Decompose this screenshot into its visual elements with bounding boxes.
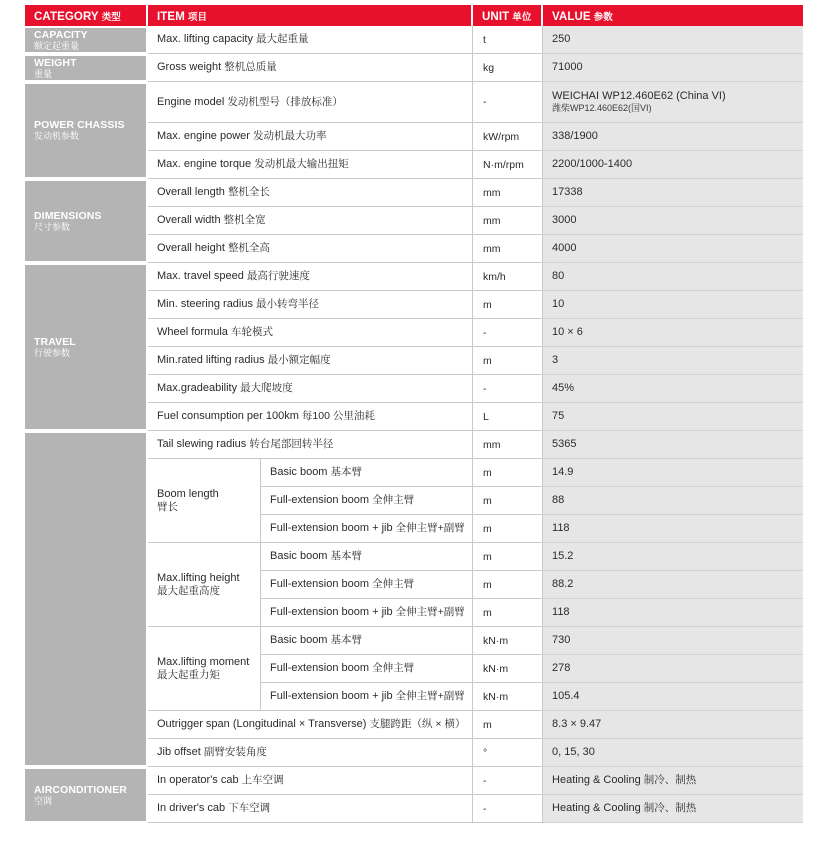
- group-label-en: Boom length: [157, 487, 219, 500]
- sub-item-full-extension-boom-jib: [261, 599, 473, 627]
- category-label-cn: 额定起重量: [34, 40, 80, 51]
- table-body: [25, 26, 803, 823]
- sub-item-full-extension-boom-jib: [261, 515, 473, 543]
- unit-cell: -: [473, 767, 543, 795]
- sub-item-full-extension-boom: [261, 655, 473, 683]
- item-label-cn: 下车空调: [228, 802, 271, 814]
- item-max-travel-speed: [148, 263, 473, 291]
- category-cell-capacity: [25, 26, 148, 54]
- value-cell: 10 × 6: [543, 319, 803, 347]
- value-cell: 5365: [543, 431, 803, 459]
- unit-cell: m: [473, 515, 543, 543]
- item-min-rated-lifting-radius: [148, 347, 473, 375]
- group-label-cn: 最大起重力矩: [157, 668, 220, 681]
- group-label-cn: 臂长: [157, 500, 178, 513]
- unit-cell: m: [473, 599, 543, 627]
- item-overall-height: [148, 235, 473, 263]
- item-overall-width: [148, 207, 473, 235]
- value-label-en: Heating & Cooling: [552, 802, 644, 814]
- unit-cell: t: [473, 26, 543, 54]
- value-cell: 0, 15, 30: [543, 739, 803, 767]
- category-label-en: DIMENSIONS: [34, 209, 102, 222]
- table-row: [25, 179, 803, 207]
- item-label-cn: 发动机最大输出扭矩: [254, 158, 349, 170]
- item-label-cn: 上车空调: [241, 774, 284, 786]
- item-label-en: Min.rated lifting radius: [157, 354, 268, 366]
- sub-item-label-cn: 全伸主臂: [372, 494, 415, 506]
- category-label-en: POWER CHASSIS: [34, 119, 125, 131]
- sub-item-label-en: Full-extension boom + jib: [270, 606, 396, 618]
- item-max-gradeability: [148, 375, 473, 403]
- value-label-cn: 制冷、制热: [643, 774, 697, 786]
- item-label-en: Max. travel speed: [157, 270, 247, 282]
- item-label-cn: 整机全宽: [223, 214, 266, 226]
- unit-cell: kg: [473, 54, 543, 82]
- unit-cell: m: [473, 291, 543, 319]
- sub-item-label-en: Full-extension boom: [270, 494, 373, 506]
- header-item: [148, 5, 473, 26]
- item-label-cn: 发动机型号（排放标准）: [227, 95, 343, 108]
- header-unit: [473, 5, 543, 26]
- value-label-cn: 制冷、制热: [643, 802, 697, 814]
- table-row: [25, 26, 803, 54]
- table-row: [25, 767, 803, 795]
- item-label-en: In driver's cab: [157, 802, 229, 814]
- item-outrigger-span: [148, 711, 473, 739]
- sub-item-label-en: Full-extension boom: [270, 662, 373, 674]
- sub-item-label-cn: 基本臂: [330, 550, 363, 562]
- item-label-en: In operator's cab: [157, 774, 242, 786]
- sub-item-label-en: Full-extension boom: [270, 578, 373, 590]
- item-label-cn: 整机全高: [227, 242, 270, 254]
- item-label-en: Max. lifting capacity: [157, 33, 257, 45]
- value-cell: 8.3 × 9.47: [543, 711, 803, 739]
- header-category-en: CATEGORY: [34, 10, 99, 23]
- item-label-cn: 最高行驶速度: [246, 270, 310, 282]
- item-tail-slewing-radius: [148, 431, 473, 459]
- value-cell: 71000: [543, 54, 803, 82]
- category-cell-travel: [25, 263, 148, 431]
- item-max-lifting-capacity: [148, 26, 473, 54]
- item-label-en: Fuel consumption per 100km: [157, 410, 302, 422]
- category-label-en: AIRCONDITIONER: [34, 783, 127, 796]
- sub-item-label-en: Full-extension boom + jib: [270, 522, 396, 534]
- unit-cell: kN·m: [473, 655, 543, 683]
- value-cell: [543, 795, 803, 823]
- group-label-cn: 最大起重高度: [157, 584, 220, 597]
- value-cell: 338/1900: [543, 123, 803, 151]
- unit-cell: -: [473, 82, 543, 123]
- value-cell: 80: [543, 263, 803, 291]
- table-row: [25, 263, 803, 291]
- value-cell: 10: [543, 291, 803, 319]
- item-max-engine-power: [148, 123, 473, 151]
- category-label-cn: 空调: [34, 795, 53, 806]
- item-label-en: Min. steering radius: [157, 298, 257, 310]
- value-label-en: Heating & Cooling: [552, 774, 644, 786]
- unit-cell: m: [473, 543, 543, 571]
- table-row: [25, 54, 803, 82]
- sub-item-full-extension-boom: [261, 571, 473, 599]
- item-label-cn: 每100 公里油耗: [301, 410, 375, 422]
- unit-cell: mm: [473, 235, 543, 263]
- table-row: [25, 431, 803, 459]
- item-label-en: Max. engine torque: [157, 158, 255, 170]
- value-cell: 118: [543, 515, 803, 543]
- sub-item-label-cn: 全伸主臂+副臂: [395, 606, 465, 618]
- group-max-lifting-height: [148, 543, 261, 627]
- value-cell: 278: [543, 655, 803, 683]
- sub-item-label-en: Full-extension boom + jib: [270, 690, 396, 702]
- group-max-lifting-moment: [148, 627, 261, 711]
- category-label-en: WEIGHT: [34, 56, 77, 69]
- category-label-cn: 发动机参数: [34, 131, 80, 141]
- category-cell-weight: [25, 54, 148, 82]
- sub-item-full-extension-boom: [261, 487, 473, 515]
- value-cell: 3000: [543, 207, 803, 235]
- item-jib-offset: [148, 739, 473, 767]
- unit-cell: m: [473, 711, 543, 739]
- value-cell: 118: [543, 599, 803, 627]
- value-sub-cn: 潍柴WP12.460E62(国VI): [552, 103, 652, 113]
- item-operator-cab-ac: [148, 767, 473, 795]
- item-label-en: Tail slewing radius: [157, 438, 250, 450]
- group-label-en: Max.lifting moment: [157, 655, 250, 668]
- category-label-cn: 行驶参数: [34, 347, 71, 358]
- unit-cell: km/h: [473, 263, 543, 291]
- header-row: [25, 5, 803, 26]
- sub-item-label-cn: 全伸主臂+副臂: [395, 690, 465, 702]
- unit-cell: m: [473, 459, 543, 487]
- table-header: [25, 5, 803, 26]
- item-label-en: Engine model: [157, 95, 228, 108]
- header-unit-cn: 单位: [512, 11, 532, 23]
- value-cell: 250: [543, 26, 803, 54]
- item-label-cn: 发动机最大功率: [253, 130, 327, 142]
- header-unit-en: UNIT: [482, 10, 510, 23]
- value-cell: 75: [543, 403, 803, 431]
- item-label-en: Overall height: [157, 242, 228, 254]
- unit-cell: mm: [473, 207, 543, 235]
- category-label-cn: 重量: [34, 68, 53, 79]
- item-overall-length: [148, 179, 473, 207]
- item-fuel-consumption: [148, 403, 473, 431]
- sub-item-basic-boom: [261, 627, 473, 655]
- category-label-en: TRAVEL: [34, 335, 76, 348]
- unit-cell: -: [473, 319, 543, 347]
- unit-cell: L: [473, 403, 543, 431]
- item-label-cn: 支腿跨距（纵 × 横）: [369, 718, 466, 730]
- category-cell-dimensions: [25, 179, 148, 263]
- unit-cell: N·m/rpm: [473, 151, 543, 179]
- value-cell: 14.9: [543, 459, 803, 487]
- sub-item-basic-boom: [261, 459, 473, 487]
- item-min-steering-radius: [148, 291, 473, 319]
- sub-item-label-en: Basic boom: [270, 466, 331, 478]
- sub-item-label-cn: 全伸主臂+副臂: [395, 522, 465, 534]
- unit-cell: mm: [473, 431, 543, 459]
- group-boom-length: [148, 459, 261, 543]
- item-label-en: Outrigger span (Longitudinal × Transverse): [157, 718, 370, 730]
- table-row: [25, 82, 803, 123]
- item-label-cn: 最大爬坡度: [240, 382, 293, 394]
- item-max-engine-torque: [148, 151, 473, 179]
- header-item-cn: 项目: [187, 11, 208, 23]
- item-label-cn: 副臂安装角度: [203, 746, 267, 758]
- item-label-en: Jib offset: [157, 746, 204, 758]
- value-cell: 730: [543, 627, 803, 655]
- header-category: [25, 5, 148, 26]
- item-label-en: Overall length: [157, 186, 228, 198]
- category-label-en: CAPACITY: [34, 28, 88, 41]
- unit-cell: mm: [473, 179, 543, 207]
- item-engine-model: [148, 82, 473, 123]
- value-cell: 3: [543, 347, 803, 375]
- value-cell: [543, 767, 803, 795]
- value-main: WEICHAI WP12.460E62 (China VI): [552, 90, 726, 102]
- sub-item-label-en: Basic boom: [270, 634, 331, 646]
- header-item-en: ITEM: [157, 10, 185, 23]
- value-cell: 88: [543, 487, 803, 515]
- value-cell-engine-model: [543, 82, 803, 123]
- unit-cell: m: [473, 487, 543, 515]
- item-label-cn: 最大起重量: [256, 33, 309, 45]
- item-gross-weight: [148, 54, 473, 82]
- value-cell: 105.4: [543, 683, 803, 711]
- unit-cell: kN·m: [473, 683, 543, 711]
- sub-item-basic-boom: [261, 543, 473, 571]
- unit-cell: °: [473, 739, 543, 767]
- header-value-cn: 参数: [593, 11, 613, 23]
- value-cell: 45%: [543, 375, 803, 403]
- item-label-en: Gross weight: [157, 61, 225, 73]
- sub-item-full-extension-boom-jib: [261, 683, 473, 711]
- value-cell: 88.2: [543, 571, 803, 599]
- header-value-en: VALUE: [552, 10, 591, 23]
- item-label-cn: 转台尾部回转半径: [249, 438, 334, 450]
- item-label-cn: 最小转弯半径: [256, 298, 320, 310]
- sub-item-label-cn: 基本臂: [330, 466, 363, 478]
- unit-cell: kN·m: [473, 627, 543, 655]
- category-label-cn: 尺寸参数: [34, 221, 71, 232]
- item-label-en: Wheel formula: [157, 326, 231, 338]
- header-category-cn: 类型: [101, 11, 121, 23]
- category-cell-airconditioner: [25, 767, 148, 823]
- value-cell: 4000: [543, 235, 803, 263]
- sub-item-label-cn: 全伸主臂: [372, 578, 415, 590]
- item-label-en: Max.gradeability: [157, 382, 241, 394]
- item-label-en: Max. engine power: [157, 130, 253, 142]
- item-label-cn: 车轮模式: [230, 326, 273, 338]
- item-label-cn: 整机总质量: [224, 61, 277, 73]
- item-driver-cab-ac: [148, 795, 473, 823]
- unit-cell: m: [473, 347, 543, 375]
- value-cell: 15.2: [543, 543, 803, 571]
- unit-cell: kW/rpm: [473, 123, 543, 151]
- item-label-cn: 最小额定幅度: [267, 354, 331, 366]
- group-label-en: Max.lifting height: [157, 571, 240, 584]
- category-cell-blank: [25, 431, 148, 767]
- unit-cell: m: [473, 571, 543, 599]
- category-cell-power-chassis: [25, 82, 148, 179]
- specification-table: [25, 5, 803, 823]
- value-cell: 2200/1000-1400: [543, 151, 803, 179]
- item-label-cn: 整机全长: [227, 186, 270, 198]
- item-wheel-formula: [148, 319, 473, 347]
- sub-item-label-en: Basic boom: [270, 550, 331, 562]
- header-value: [543, 5, 803, 26]
- unit-cell: -: [473, 375, 543, 403]
- item-label-en: Overall width: [157, 214, 224, 226]
- unit-cell: -: [473, 795, 543, 823]
- sub-item-label-cn: 基本臂: [330, 634, 363, 646]
- value-cell: 17338: [543, 179, 803, 207]
- sub-item-label-cn: 全伸主臂: [372, 662, 415, 674]
